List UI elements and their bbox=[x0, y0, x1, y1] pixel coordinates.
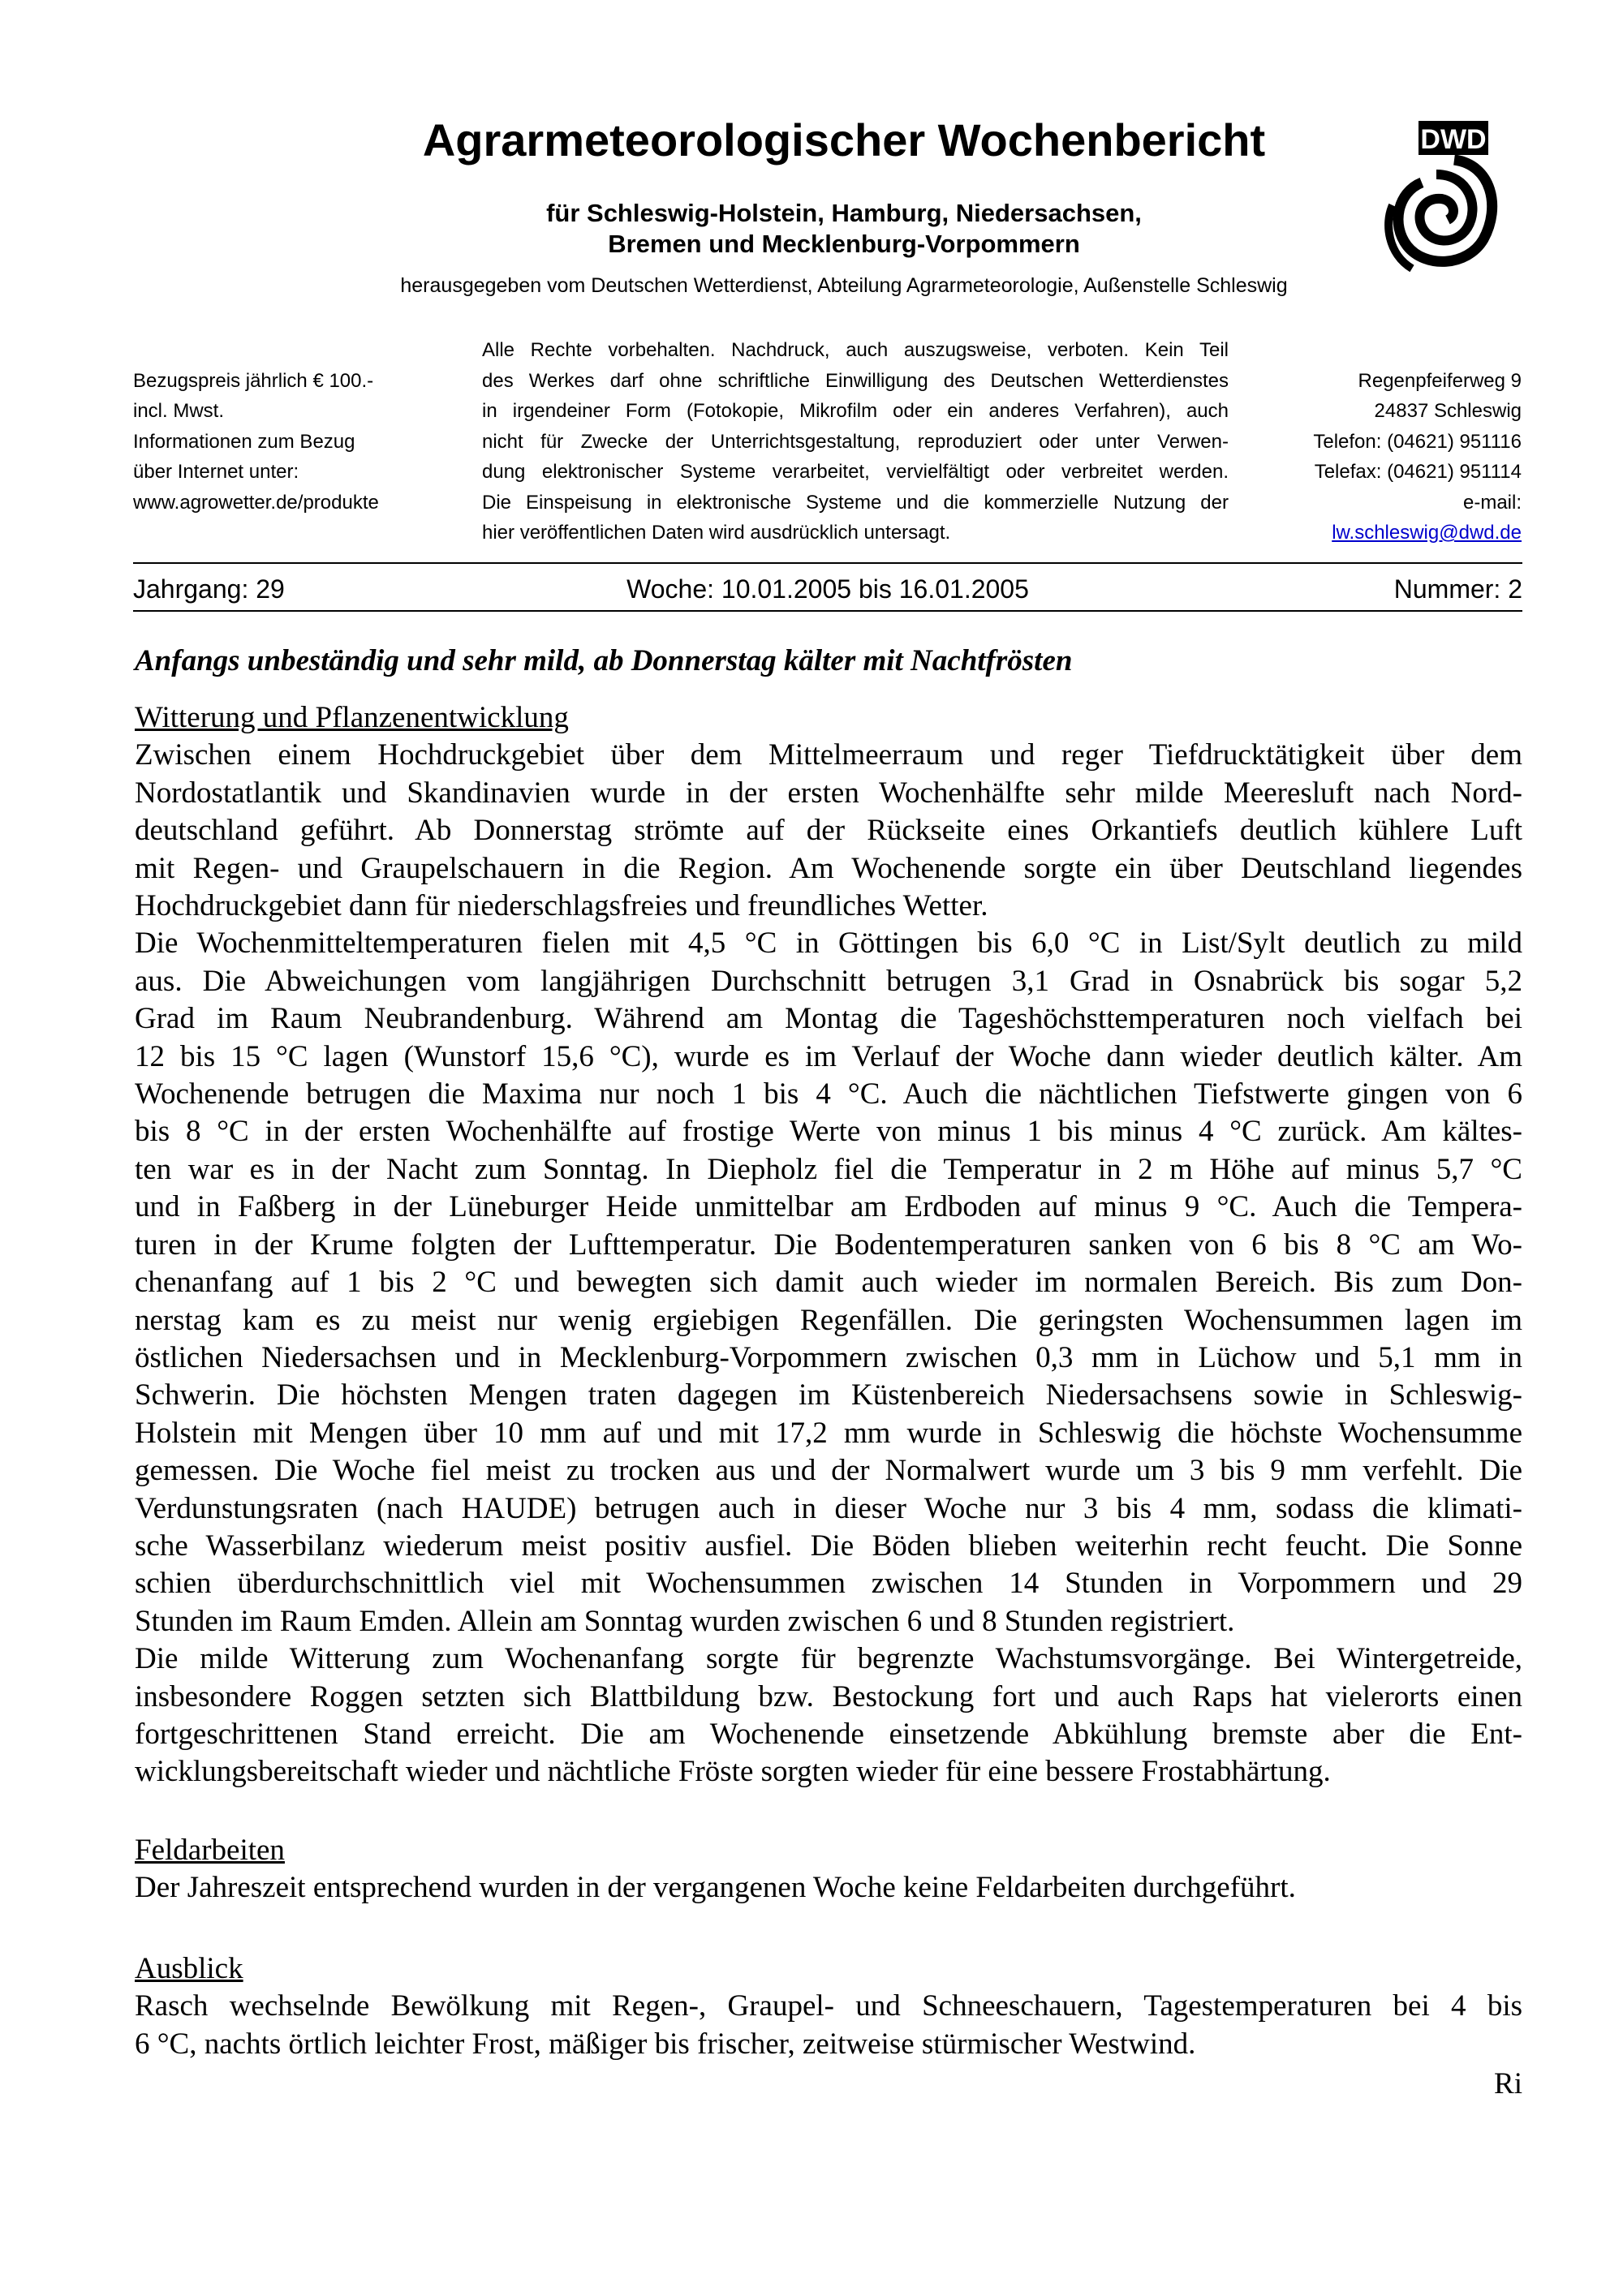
paragraph-line: Hochdruckgebiet dann für niederschlagsfreies und freundliches Wetter. bbox=[135, 889, 988, 923]
paragraph-line: Wochenende betrugen die Maxima nur noch 1 bis 4 °C. Auch die nächtlichen Tiefstwerte gingen von 6 bbox=[135, 1077, 1522, 1111]
section-fieldwork bbox=[135, 1832, 1522, 1907]
paragraph-line: Verdunstungsraten (nach HAUDE) betrugen auch in dieser Woche nur 3 bis 4 mm, sodass die klimati- bbox=[135, 1491, 1522, 1525]
subtitle-line: für Schleswig-Holstein, Hamburg, Niedersachsen, bbox=[546, 199, 1142, 227]
paragraph-line: Nordostatlantik und Skandinavien wurde in der ersten Wochenhälfte sehr milde Meeresluft nach Nord- bbox=[135, 776, 1522, 810]
subscription-line: www.agrowetter.de/produkte bbox=[133, 491, 379, 514]
paragraph-line: mit Regen- und Graupelschauern in die Region. Am Wochenende sorgte ein über Deutschland liegendes bbox=[135, 851, 1522, 885]
paragraph-line: schien überdurchschnittlich viel mit Wochensummen zwischen 14 Stunden in Vorpommern und 29 bbox=[135, 1567, 1522, 1601]
rights-line: Alle Rechte vorbehalten. Nachdruck, auch auszugsweise, verboten. Kein Teil bbox=[482, 339, 1229, 361]
header-divider-top bbox=[133, 562, 1522, 564]
rights-line: Die Einspeisung in elektronische Systeme und die kommerzielle Nutzung der bbox=[482, 491, 1229, 514]
paragraph-line: aus. Die Abweichungen vom langjährigen Durchschnitt betrugen 3,1 Grad in Osnabrück bis sogar 5,2 bbox=[135, 964, 1522, 998]
paragraph-line: Stunden im Raum Emden. Allein am Sonntag wurden zwischen 6 und 8 Stunden registriert. bbox=[135, 1604, 1235, 1638]
contact-line: Telefax: (04621) 951114 bbox=[1314, 461, 1522, 483]
paragraph-line: turen in der Krume folgten der Lufttemperatur. Die Bodentemperaturen sanken von 6 bis 8 °C am Wo- bbox=[135, 1228, 1522, 1262]
rights-line: in irgendeiner Form (Fotokopie, Mikrofilm oder ein anderes Verfahren), auch bbox=[482, 400, 1229, 422]
logo-text: DWD bbox=[1420, 124, 1487, 155]
paragraph-line: gemessen. Die Woche fiel meist zu trocken aus und der Normalwert wurde um 3 bis 9 mm verfehlt. Die bbox=[135, 1454, 1522, 1488]
rights-line: dung elektronischer Systeme verarbeitet, vervielfältigt oder verbreitet werden. bbox=[482, 461, 1229, 483]
paragraph-line: 6 °C, nachts örtlich leichter Frost, mäßiger bis frischer, zeitweise stürmischer Westwind. bbox=[135, 2027, 1196, 2061]
contact-line: Telefon: (04621) 951116 bbox=[1313, 430, 1522, 453]
publisher-line: herausgegeben vom Deutschen Wetterdienst, Abteilung Agrarmeteorologie, Außenstelle Schleswig bbox=[400, 274, 1288, 297]
paragraph-line: insbesondere Roggen setzten sich Blattbildung bzw. Bestockung fort und auch Raps hat vielerorts einen bbox=[135, 1679, 1522, 1713]
rights-line: nicht für Zwecke der Unterrichtsgestaltung, reproduziert oder unter Verwen- bbox=[482, 430, 1229, 453]
subscription-line: über Internet unter: bbox=[133, 461, 299, 483]
paragraph-line: östlichen Niedersachsen und in Mecklenburg-Vorpommern zwischen 0,3 mm in Lüchow und 5,1 mm in bbox=[135, 1340, 1522, 1374]
paragraph-line: 12 bis 15 °C lagen (Wunstorf 15,6 °C), wurde es im Verlauf der Woche dann wieder deutlich kälter. Am bbox=[135, 1039, 1522, 1073]
contact-info bbox=[1209, 335, 1522, 548]
section-weather bbox=[135, 699, 1522, 1791]
paragraph-line: nerstag kam es zu meist nur wenig ergiebigen Regenfällen. Die geringsten Wochensummen lagen im bbox=[135, 1303, 1522, 1337]
rights-line: hier veröffentlichen Daten wird ausdrücklich untersagt. bbox=[482, 522, 951, 544]
subscription-line: Informationen zum Bezug bbox=[133, 430, 355, 453]
paragraph-line: Grad im Raum Neubrandenburg. Während am Montag die Tageshöchsttemperaturen noch vielfach bei bbox=[135, 1002, 1522, 1036]
paragraph-line: Zwischen einem Hochdruckgebiet über dem Mittelmeerraum und reger Tiefdrucktätigkeit über dem bbox=[135, 738, 1522, 772]
email-link[interactable]: lw.schleswig@dwd.de bbox=[1332, 522, 1522, 544]
contact-line: 24837 Schleswig bbox=[1374, 400, 1522, 422]
paragraph-line: Schwerin. Die höchsten Mengen traten dagegen im Küstenbereich Niedersachsens sowie in Schleswig- bbox=[135, 1378, 1522, 1412]
issue-week: Woche: 10.01.2005 bis 16.01.2005 bbox=[626, 574, 1029, 604]
report-subtitle bbox=[215, 198, 1473, 260]
subtitle-line: Bremen und Mecklenburg-Vorpommern bbox=[608, 230, 1080, 258]
paragraph-line: deutschland geführt. Ab Donnerstag strömte auf der Rückseite eines Orkantiefs deutlich kühlere Luft bbox=[135, 814, 1522, 848]
author-signature: Ri bbox=[1494, 2067, 1522, 2100]
paragraph-line: wicklungsbereitschaft wieder und nächtliche Fröste sorgten wieder für eine bessere Frostabhärtung. bbox=[135, 1755, 1331, 1789]
subscription-info bbox=[133, 335, 458, 518]
rights-notice bbox=[482, 335, 1229, 548]
subscription-line: incl. Mwst. bbox=[133, 400, 225, 422]
paragraph-line: fortgeschrittenen Stand erreicht. Die am Wochenende einsetzende Abkühlung bremste aber die Ent- bbox=[135, 1717, 1522, 1751]
paragraph-line: Der Jahreszeit entsprechend wurden in der vergangenen Woche keine Feldarbeiten durchgeführt. bbox=[135, 1871, 1296, 1905]
paragraph-line: Rasch wechselnde Bewölkung mit Regen-, Graupel- und Schneeschauern, Tagestemperaturen bei 4 bis bbox=[135, 1989, 1522, 2023]
subscription-line: Bezugspreis jährlich € 100.- bbox=[133, 369, 374, 392]
report-title: Agrarmeteorologischer Wochenbericht bbox=[422, 114, 1266, 166]
contact-line: e-mail: bbox=[1462, 491, 1522, 514]
paragraph-line: sche Wasserbilanz wiederum meist positiv ausfiel. Die Böden blieben weiterhin recht feucht. Die Sonne bbox=[135, 1529, 1522, 1563]
paragraph-line: Holstein mit Mengen über 10 mm auf und mit 17,2 mm wurde in Schleswig die höchste Wochensumme bbox=[135, 1416, 1522, 1450]
issue-volume: Jahrgang: 29 bbox=[133, 574, 285, 604]
section-heading: Ausblick bbox=[135, 1952, 243, 1985]
paragraph-line: Die milde Witterung zum Wochenanfang sorgte für begrenzte Wachstumsvorgänge. Bei Wintergetreide, bbox=[135, 1642, 1522, 1676]
dwd-logo bbox=[1380, 118, 1509, 280]
paragraph-line: Die Wochenmitteltemperaturen fielen mit 4,5 °C in Göttingen bis 6,0 °C in List/Sylt deutlich zu mild bbox=[135, 927, 1522, 961]
section-outlook bbox=[135, 1950, 1522, 2063]
section-heading: Feldarbeiten bbox=[135, 1834, 285, 1867]
contact-line: Regenpfeiferweg 9 bbox=[1358, 369, 1522, 392]
paragraph-line: ten war es in der Nacht zum Sonntag. In Diepholz fiel die Temperatur in 2 m Höhe auf minus 5,7 °C bbox=[135, 1152, 1522, 1186]
issue-info-row bbox=[133, 574, 1522, 607]
section-heading: Witterung und Pflanzenentwicklung bbox=[135, 701, 569, 734]
paragraph-line: bis 8 °C in der ersten Wochenhälfte auf frostige Werte von minus 1 bis minus 4 °C zurück. Am kältes- bbox=[135, 1115, 1522, 1149]
report-headline: Anfangs unbeständig und sehr mild, ab Donnerstag kälter mit Nachtfrösten bbox=[135, 644, 1073, 677]
rights-line: des Werkes darf ohne schriftliche Einwilligung des Deutschen Wetterdienstes bbox=[482, 369, 1229, 392]
paragraph-line: chenanfang auf 1 bis 2 °C und bewegten sich damit auch wieder im normalen Bereich. Bis zum Don- bbox=[135, 1266, 1522, 1300]
issue-number: Nummer: 2 bbox=[1393, 574, 1522, 604]
header-divider-bottom bbox=[133, 610, 1522, 612]
paragraph-line: und in Faßberg in der Lüneburger Heide unmittelbar am Erdboden auf minus 9 °C. Auch die Tempera- bbox=[135, 1190, 1522, 1224]
